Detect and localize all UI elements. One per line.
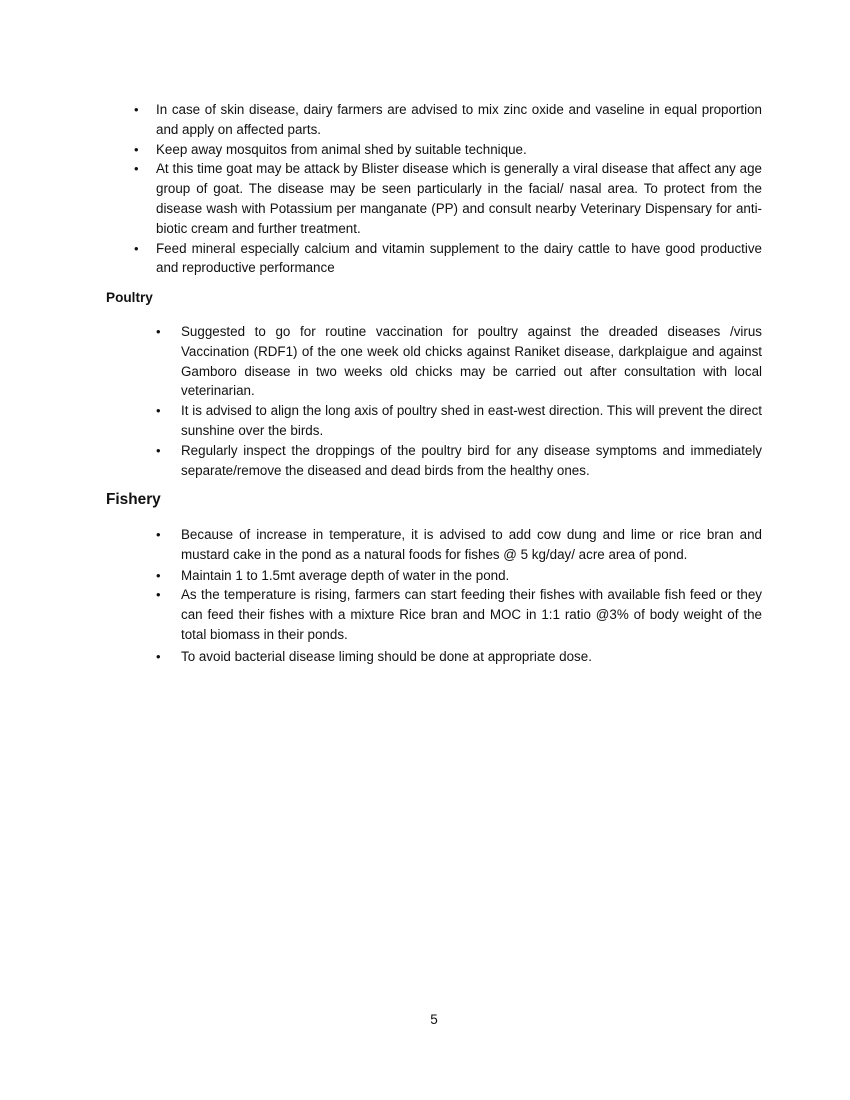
list-item-text: Suggested to go for routine vaccination for poultry against the dreaded diseases /virus Vaccination (RDF1) of the one week old chicks against Raniket disease, darkplaigue and against Gamboro disease in two weeks old chicks may be carried out after consultation with local veterinarian. — [181, 324, 762, 399]
fishery-heading: Fishery — [106, 491, 161, 508]
list-item-text: In case of skin disease, dairy farmers are advised to mix zinc oxide and vaseline in equal proportion and apply on affected parts. — [156, 102, 762, 137]
bullet-icon: • — [134, 141, 139, 157]
list-item — [156, 647, 762, 667]
bullet-icon: • — [134, 240, 139, 256]
list-item-text: As the temperature is rising, farmers can start feeding their fishes with available fish feed or they can feed their fishes with a mixture Rice bran and MOC in 1:1 ratio @3% of body weight of the total biomass in their ponds. — [181, 587, 762, 642]
list-item-text: It is advised to align the long axis of poultry shed in east-west direction. This will prevent the direct sunshine over the birds. — [181, 403, 762, 438]
list-item-text: Maintain 1 to 1.5mt average depth of water in the pond. — [181, 567, 510, 583]
bullet-icon: • — [156, 442, 161, 458]
list-item-text: Feed mineral especially calcium and vitamin supplement to the dairy cattle to have good productive and reproductive performance — [156, 240, 762, 276]
list-item — [156, 401, 762, 441]
list-item — [156, 525, 762, 565]
fishery-bullet-list — [156, 525, 762, 667]
list-item-text: At this time goat may be attack by Blister disease which is generally a viral disease that affect any age group of goat. The disease may be seen particularly in the facial/ nasal area. To protect from the disease wash with Potassium per manganate (PP) and consult nearby Veterinary Dispensary for anti-biotic cream and further treatment. — [156, 161, 762, 236]
bullet-icon: • — [156, 324, 161, 339]
page-number: 5 — [430, 1012, 438, 1027]
bullet-icon: • — [134, 161, 139, 177]
bullet-icon: • — [156, 567, 161, 583]
list-item-text: Because of increase in temperature, it is advised to add cow dung and lime or rice bran and mustard cake in the pond as a natural foods for fishes @ 5 kg/day/ acre area of pond. — [181, 527, 762, 562]
dairy-bullet-list — [134, 100, 762, 278]
list-item — [134, 239, 762, 279]
list-item — [134, 140, 762, 160]
list-item — [156, 322, 762, 401]
poultry-bullet-list — [156, 322, 762, 480]
list-item — [156, 585, 762, 644]
list-item-text: Keep away mosquitos from animal shed by suitable technique. — [156, 141, 527, 157]
bullet-icon: • — [156, 648, 161, 664]
bullet-icon: • — [156, 403, 161, 419]
list-item — [134, 100, 762, 140]
list-item — [156, 441, 762, 481]
list-item-text: Regularly inspect the droppings of the poultry bird for any disease symptoms and immediately separate/remove the diseased and dead birds from the healthy ones. — [181, 442, 762, 478]
list-item-text: To avoid bacterial disease liming should be done at appropriate dose. — [181, 648, 592, 664]
poultry-heading: Poultry — [106, 290, 153, 305]
bullet-icon: • — [134, 102, 139, 117]
list-item — [156, 566, 762, 586]
bullet-icon: • — [156, 587, 161, 603]
bullet-icon: • — [156, 527, 161, 542]
list-item — [134, 159, 762, 238]
